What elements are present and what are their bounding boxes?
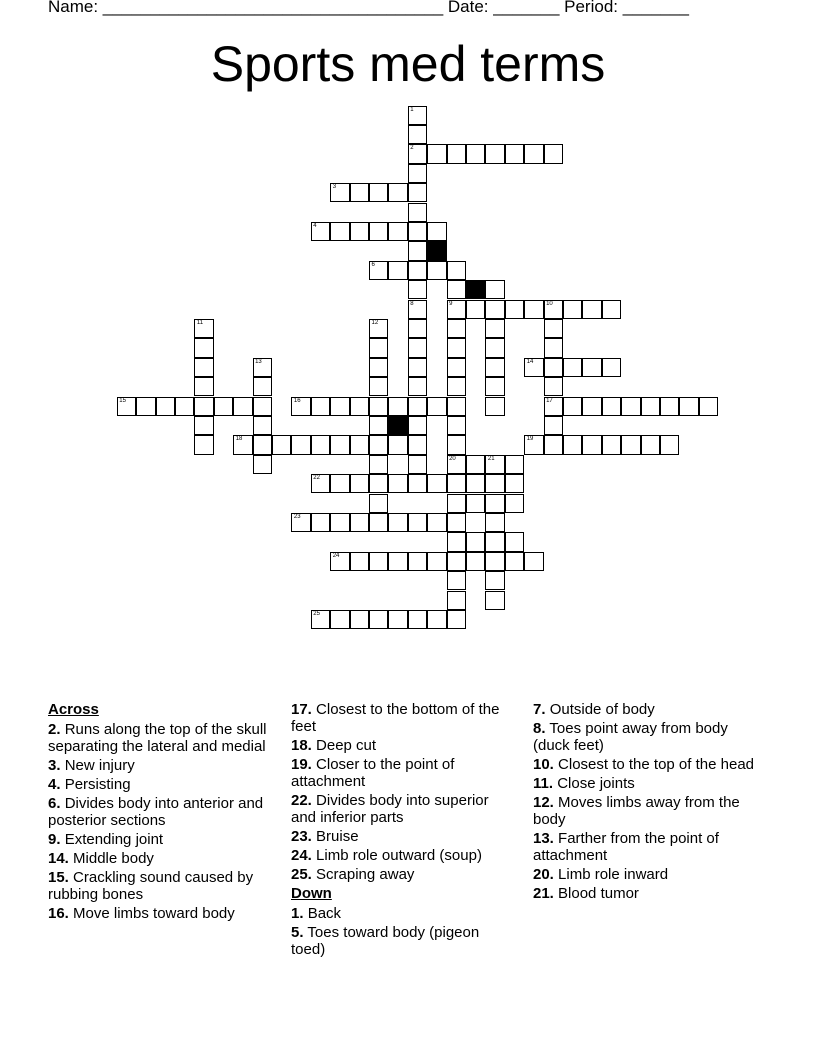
clue-number-label: 18 — [235, 436, 243, 443]
crossword-cell[interactable] — [466, 532, 485, 551]
crossword-cell[interactable] — [350, 435, 369, 454]
crossword-cell[interactable] — [175, 397, 194, 416]
crossword-cell[interactable] — [447, 319, 466, 338]
crossword-cell[interactable] — [447, 610, 466, 629]
crossword-cell[interactable] — [369, 494, 388, 513]
crossword-cell[interactable] — [427, 552, 446, 571]
clue-number: 24. — [291, 847, 312, 864]
clue-text: New injury — [64, 757, 135, 774]
crossword-cell[interactable] — [485, 474, 504, 493]
crossword-cell[interactable] — [369, 319, 388, 338]
clue-number-label: 8 — [410, 300, 414, 307]
clue-number: 14. — [48, 850, 69, 867]
crossword-cell[interactable] — [699, 397, 718, 416]
crossword-cell[interactable] — [253, 455, 272, 474]
crossword-cell[interactable] — [408, 241, 427, 260]
clue-number-label: 20 — [449, 455, 456, 462]
crossword-cell[interactable] — [544, 300, 563, 319]
crossword-cell[interactable] — [388, 552, 407, 571]
clue-text: Blood tumor — [558, 885, 639, 902]
clue-text: Farther from the point of attachment — [533, 830, 719, 864]
crossword-cell[interactable] — [253, 358, 272, 377]
crossword-cell[interactable] — [369, 513, 388, 532]
clue-text: Divides body into anterior and posterior sections — [48, 795, 264, 829]
crossword-cell[interactable] — [369, 261, 388, 280]
clue-text: Limb role inward — [558, 866, 669, 883]
clue-item — [291, 866, 513, 883]
crossword-cell[interactable] — [447, 455, 466, 474]
clue-number: 22. — [291, 792, 312, 809]
crossword-cell[interactable] — [679, 397, 698, 416]
clue-number-label: 24 — [332, 552, 340, 559]
crossword-cell[interactable] — [660, 435, 679, 454]
crossword-cell[interactable] — [408, 144, 427, 163]
clue-number: 20. — [533, 866, 554, 883]
crossword-cell[interactable] — [544, 338, 563, 357]
crossword-cell[interactable] — [330, 183, 349, 202]
crossword-cell[interactable] — [311, 397, 330, 416]
clue-text: Crackling sound caused by rubbing bones — [48, 869, 254, 903]
crossword-cell[interactable] — [524, 552, 543, 571]
crossword-cell[interactable] — [427, 397, 446, 416]
crossword-cell[interactable] — [485, 300, 504, 319]
clue-item — [48, 776, 284, 793]
crossword-cell[interactable] — [563, 300, 582, 319]
crossword-cell[interactable] — [544, 144, 563, 163]
clue-number: 7. — [533, 701, 546, 718]
crossword-cell[interactable] — [388, 261, 407, 280]
crossword-cell[interactable] — [466, 494, 485, 513]
crossword-cell[interactable] — [408, 125, 427, 144]
black-cell — [427, 241, 446, 260]
clue-number-label: 3 — [332, 184, 337, 191]
crossword-cell[interactable] — [350, 610, 369, 629]
clue-number-label: 1 — [410, 106, 414, 113]
crossword-cell[interactable] — [427, 474, 446, 493]
clue-number-label: 6 — [371, 261, 375, 268]
crossword-cell[interactable] — [505, 552, 524, 571]
crossword-cell[interactable] — [194, 416, 213, 435]
crossword-cell[interactable] — [485, 144, 504, 163]
crossword-cell[interactable] — [544, 319, 563, 338]
clue-text: Limb role outward (soup) — [316, 847, 482, 864]
crossword-cell[interactable] — [485, 532, 504, 551]
clue-number: 6. — [48, 795, 61, 812]
crossword-cell[interactable] — [447, 144, 466, 163]
crossword-cell[interactable] — [369, 397, 388, 416]
crossword-cell[interactable] — [233, 435, 252, 454]
crossword-cell[interactable] — [388, 610, 407, 629]
crossword-cell[interactable] — [466, 300, 485, 319]
crossword-cell[interactable] — [369, 552, 388, 571]
clue-number: 21. — [533, 885, 554, 902]
crossword-cell[interactable] — [447, 280, 466, 299]
crossword-cell[interactable] — [253, 416, 272, 435]
clue-number-label: 15 — [119, 397, 126, 404]
clue-item — [291, 828, 513, 845]
clues-column-1 — [48, 701, 284, 924]
crossword-cell[interactable] — [253, 397, 272, 416]
crossword-cell[interactable] — [408, 474, 427, 493]
crossword-cell[interactable] — [447, 571, 466, 590]
crossword-cell[interactable] — [408, 280, 427, 299]
crossword-cell[interactable] — [485, 591, 504, 610]
crossword-cell[interactable] — [485, 571, 504, 590]
crossword-cell[interactable] — [602, 358, 621, 377]
clue-text: Bruise — [316, 828, 359, 845]
crossword-cell[interactable] — [485, 319, 504, 338]
crossword-cell[interactable] — [466, 474, 485, 493]
crossword-cell[interactable] — [291, 435, 310, 454]
clue-text: Closest to the bottom of the feet — [291, 701, 500, 735]
clue-text: Outside of body — [549, 701, 655, 718]
clue-number: 4. — [48, 776, 61, 793]
crossword-cell[interactable] — [388, 474, 407, 493]
clue-text: Extending joint — [64, 831, 164, 848]
crossword-cell[interactable] — [524, 144, 543, 163]
crossword-cell[interactable] — [350, 183, 369, 202]
crossword-cell[interactable] — [447, 397, 466, 416]
crossword-cell[interactable] — [466, 144, 485, 163]
crossword-cell[interactable] — [408, 164, 427, 183]
crossword-cell[interactable] — [447, 494, 466, 513]
clue-item — [48, 905, 284, 922]
clue-text: Back — [307, 905, 342, 922]
crossword-cell[interactable] — [330, 513, 349, 532]
clue-text: Persisting — [64, 776, 131, 793]
crossword-cell[interactable] — [505, 474, 524, 493]
crossword-cell[interactable] — [505, 144, 524, 163]
crossword-cell[interactable] — [485, 455, 504, 474]
clue-item — [48, 795, 284, 829]
down-heading: Down — [291, 885, 332, 902]
crossword-cell[interactable] — [408, 552, 427, 571]
crossword-cell[interactable] — [447, 532, 466, 551]
crossword-cell[interactable] — [544, 377, 563, 396]
clue-number-label: 4 — [313, 222, 317, 229]
crossword-cell[interactable] — [447, 338, 466, 357]
clue-text: Middle body — [73, 850, 154, 867]
crossword-cell[interactable] — [447, 358, 466, 377]
clue-number-label: 2 — [410, 145, 414, 152]
crossword-cell[interactable] — [544, 358, 563, 377]
clue-item — [291, 847, 513, 864]
clue-number: 2. — [48, 721, 61, 738]
crossword-cell[interactable] — [330, 397, 349, 416]
clue-item — [291, 737, 513, 754]
clue-text: Divides body into superior and inferior parts — [291, 792, 489, 826]
crossword-cell[interactable] — [427, 513, 446, 532]
crossword-cell[interactable] — [253, 377, 272, 396]
clue-number-label: 14 — [526, 358, 534, 365]
crossword-cell[interactable] — [505, 300, 524, 319]
crossword-cell[interactable] — [621, 397, 640, 416]
crossword-cell[interactable] — [466, 455, 485, 474]
crossword-cell[interactable] — [369, 610, 388, 629]
crossword-cell[interactable] — [408, 261, 427, 280]
clue-number: 3. — [48, 757, 61, 774]
crossword-cell[interactable] — [369, 358, 388, 377]
crossword-cell[interactable] — [408, 300, 427, 319]
crossword-cell[interactable] — [369, 474, 388, 493]
crossword-cell[interactable] — [485, 494, 504, 513]
crossword-cell[interactable] — [466, 552, 485, 571]
clue-number-label: 22 — [313, 475, 320, 482]
crossword-cell[interactable] — [388, 222, 407, 241]
crossword-cell[interactable] — [427, 144, 446, 163]
crossword-cell[interactable] — [408, 416, 427, 435]
clue-text: Closer to the point of attachment — [291, 756, 455, 790]
crossword-cell[interactable] — [311, 474, 330, 493]
crossword-cell[interactable] — [369, 455, 388, 474]
crossword-cell[interactable] — [563, 358, 582, 377]
clue-number-label: 21 — [487, 455, 495, 462]
crossword-cell[interactable] — [311, 513, 330, 532]
clue-item — [48, 831, 284, 848]
crossword-cell[interactable] — [408, 435, 427, 454]
crossword-cell[interactable] — [563, 397, 582, 416]
crossword-cell[interactable] — [524, 300, 543, 319]
crossword-cell[interactable] — [602, 435, 621, 454]
clue-item — [533, 775, 758, 792]
clue-item — [48, 869, 284, 903]
crossword-cell[interactable] — [408, 222, 427, 241]
clue-text: Deep cut — [316, 737, 377, 754]
crossword-cell[interactable] — [408, 106, 427, 125]
crossword-cell[interactable] — [388, 513, 407, 532]
crossword-cell[interactable] — [156, 397, 175, 416]
crossword-cell[interactable] — [602, 397, 621, 416]
crossword-cell[interactable] — [427, 222, 446, 241]
crossword-cell[interactable] — [369, 377, 388, 396]
clue-text: Closest to the top of the head — [558, 756, 754, 773]
clue-item — [48, 721, 284, 755]
clue-text: Toes toward body (pigeon toed) — [291, 924, 480, 958]
clue-text: Close joints — [557, 775, 635, 792]
clues-column-2 — [291, 701, 513, 960]
clue-item — [48, 850, 284, 867]
clue-text: Toes point away from body (duck feet) — [533, 720, 728, 754]
crossword-cell[interactable] — [485, 377, 504, 396]
clue-item — [291, 905, 513, 922]
clue-number-label: 11 — [196, 319, 204, 326]
crossword-cell[interactable] — [291, 397, 310, 416]
crossword-cell[interactable] — [194, 319, 213, 338]
clue-number: 5. — [291, 924, 304, 941]
crossword-cell[interactable] — [136, 397, 155, 416]
clue-item — [533, 885, 758, 902]
clue-number: 10. — [533, 756, 554, 773]
crossword-cell[interactable] — [485, 513, 504, 532]
clue-number-label: 13 — [255, 358, 262, 365]
page-title: Sports med terms — [210, 36, 606, 92]
crossword-cell[interactable] — [524, 435, 543, 454]
clue-number: 18. — [291, 737, 312, 754]
crossword-cell[interactable] — [408, 455, 427, 474]
clue-number: 13. — [533, 830, 554, 847]
crossword-cell[interactable] — [485, 397, 504, 416]
clues-column-3 — [533, 701, 758, 904]
crossword-cell[interactable] — [485, 280, 504, 299]
black-cell — [466, 280, 485, 299]
crossword-cell[interactable] — [291, 513, 310, 532]
crossword-cell[interactable] — [447, 513, 466, 532]
crossword-cell[interactable] — [233, 397, 252, 416]
crossword-cell[interactable] — [369, 183, 388, 202]
crossword-cell[interactable] — [582, 435, 601, 454]
clue-text: Scraping away — [316, 866, 415, 883]
clue-number-label: 25 — [313, 610, 320, 617]
clue-number: 9. — [48, 831, 61, 848]
clue-item — [533, 701, 758, 718]
crossword-cell[interactable] — [350, 474, 369, 493]
crossword-cell[interactable] — [194, 338, 213, 357]
crossword-cell[interactable] — [408, 203, 427, 222]
clue-number: 23. — [291, 828, 312, 845]
clue-number-label: 12 — [371, 319, 379, 326]
crossword-cell[interactable] — [408, 397, 427, 416]
clue-item — [291, 924, 513, 958]
crossword-cell[interactable] — [582, 397, 601, 416]
clue-item — [533, 866, 758, 883]
crossword-cell[interactable] — [330, 435, 349, 454]
name-date-period-line[interactable]: Name: ____________________________________ Date: _______ Period: _______ — [48, 0, 689, 16]
crossword-cell[interactable] — [447, 261, 466, 280]
crossword-cell[interactable] — [117, 397, 136, 416]
clue-number: 25. — [291, 866, 312, 883]
crossword-cell[interactable] — [660, 397, 679, 416]
crossword-cell[interactable] — [447, 474, 466, 493]
clue-text: Move limbs toward body — [73, 905, 235, 922]
clue-item — [533, 720, 758, 754]
crossword-cell[interactable] — [388, 435, 407, 454]
crossword-cell[interactable] — [194, 358, 213, 377]
clue-number-label: 19 — [526, 436, 534, 443]
crossword-cell[interactable] — [350, 222, 369, 241]
clue-item — [533, 830, 758, 864]
clue-number: 16. — [48, 905, 69, 922]
crossword-cell[interactable] — [505, 494, 524, 513]
crossword-cell[interactable] — [272, 435, 291, 454]
clue-number: 12. — [533, 794, 554, 811]
crossword-cell[interactable] — [408, 319, 427, 338]
crossword-cell[interactable] — [311, 222, 330, 241]
crossword-cell[interactable] — [427, 261, 446, 280]
crossword-cell[interactable] — [408, 338, 427, 357]
clue-number: 11. — [533, 775, 554, 792]
clue-number-label: 23 — [293, 513, 301, 520]
crossword-cell[interactable] — [369, 416, 388, 435]
crossword-cell[interactable] — [330, 610, 349, 629]
crossword-cell[interactable] — [350, 513, 369, 532]
crossword-cell[interactable] — [194, 377, 213, 396]
crossword-cell[interactable] — [524, 358, 543, 377]
crossword-cell[interactable] — [388, 397, 407, 416]
crossword-cell[interactable] — [194, 435, 213, 454]
crossword-cell[interactable] — [602, 300, 621, 319]
across-heading: Across — [48, 701, 99, 718]
crossword-cell[interactable] — [408, 377, 427, 396]
clue-item — [533, 756, 758, 773]
crossword-cell[interactable] — [253, 435, 272, 454]
clue-item — [48, 757, 284, 774]
black-cell — [388, 416, 407, 435]
clue-number: 8. — [533, 720, 546, 737]
clue-item — [533, 794, 758, 828]
crossword-cell[interactable] — [505, 455, 524, 474]
crossword-cell[interactable] — [408, 513, 427, 532]
crossword-cell[interactable] — [369, 338, 388, 357]
crossword-cell[interactable] — [427, 610, 446, 629]
clue-text: Runs along the top of the skull separating the lateral and medial — [48, 721, 267, 755]
clue-text: Moves limbs away from the body — [533, 794, 740, 828]
crossword-cell[interactable] — [447, 591, 466, 610]
crossword-cell[interactable] — [544, 435, 563, 454]
crossword-cell[interactable] — [582, 300, 601, 319]
clue-number-label: 16 — [293, 397, 301, 404]
crossword-cell[interactable] — [330, 222, 349, 241]
crossword-cell[interactable] — [582, 358, 601, 377]
crossword-cell[interactable] — [485, 358, 504, 377]
clue-number: 15. — [48, 869, 69, 886]
clue-item — [291, 701, 513, 735]
crossword-cell[interactable] — [641, 435, 660, 454]
crossword-cell[interactable] — [311, 435, 330, 454]
crossword-cell[interactable] — [447, 377, 466, 396]
clue-number: 19. — [291, 756, 312, 773]
crossword-cell[interactable] — [408, 183, 427, 202]
crossword-cell[interactable] — [330, 474, 349, 493]
crossword-cell[interactable] — [447, 435, 466, 454]
crossword-cell[interactable] — [350, 397, 369, 416]
crossword-cell[interactable] — [641, 397, 660, 416]
crossword-cell[interactable] — [447, 300, 466, 319]
crossword-cell[interactable] — [311, 610, 330, 629]
crossword-cell[interactable] — [214, 397, 233, 416]
crossword-cell[interactable] — [194, 397, 213, 416]
crossword-cell[interactable] — [330, 552, 349, 571]
crossword-cell[interactable] — [485, 338, 504, 357]
crossword-cell[interactable] — [447, 552, 466, 571]
crossword-cell[interactable] — [350, 552, 369, 571]
crossword-cell[interactable] — [408, 610, 427, 629]
clue-item — [291, 792, 513, 826]
crossword-cell[interactable] — [388, 183, 407, 202]
crossword-cell[interactable] — [485, 552, 504, 571]
crossword-cell[interactable] — [369, 222, 388, 241]
crossword-cell[interactable] — [408, 358, 427, 377]
clue-number-label: 10 — [546, 300, 553, 307]
crossword-cell[interactable] — [447, 416, 466, 435]
crossword-cell[interactable] — [563, 435, 582, 454]
crossword-cell[interactable] — [621, 435, 640, 454]
crossword-cell[interactable] — [544, 416, 563, 435]
crossword-cell[interactable] — [544, 397, 563, 416]
clue-number-label: 9 — [449, 300, 453, 307]
clue-number-label: 17 — [546, 397, 553, 404]
crossword-cell[interactable] — [369, 435, 388, 454]
clue-item — [291, 756, 513, 790]
clue-number: 17. — [291, 701, 312, 718]
clue-number: 1. — [291, 905, 304, 922]
crossword-cell[interactable] — [505, 532, 524, 551]
